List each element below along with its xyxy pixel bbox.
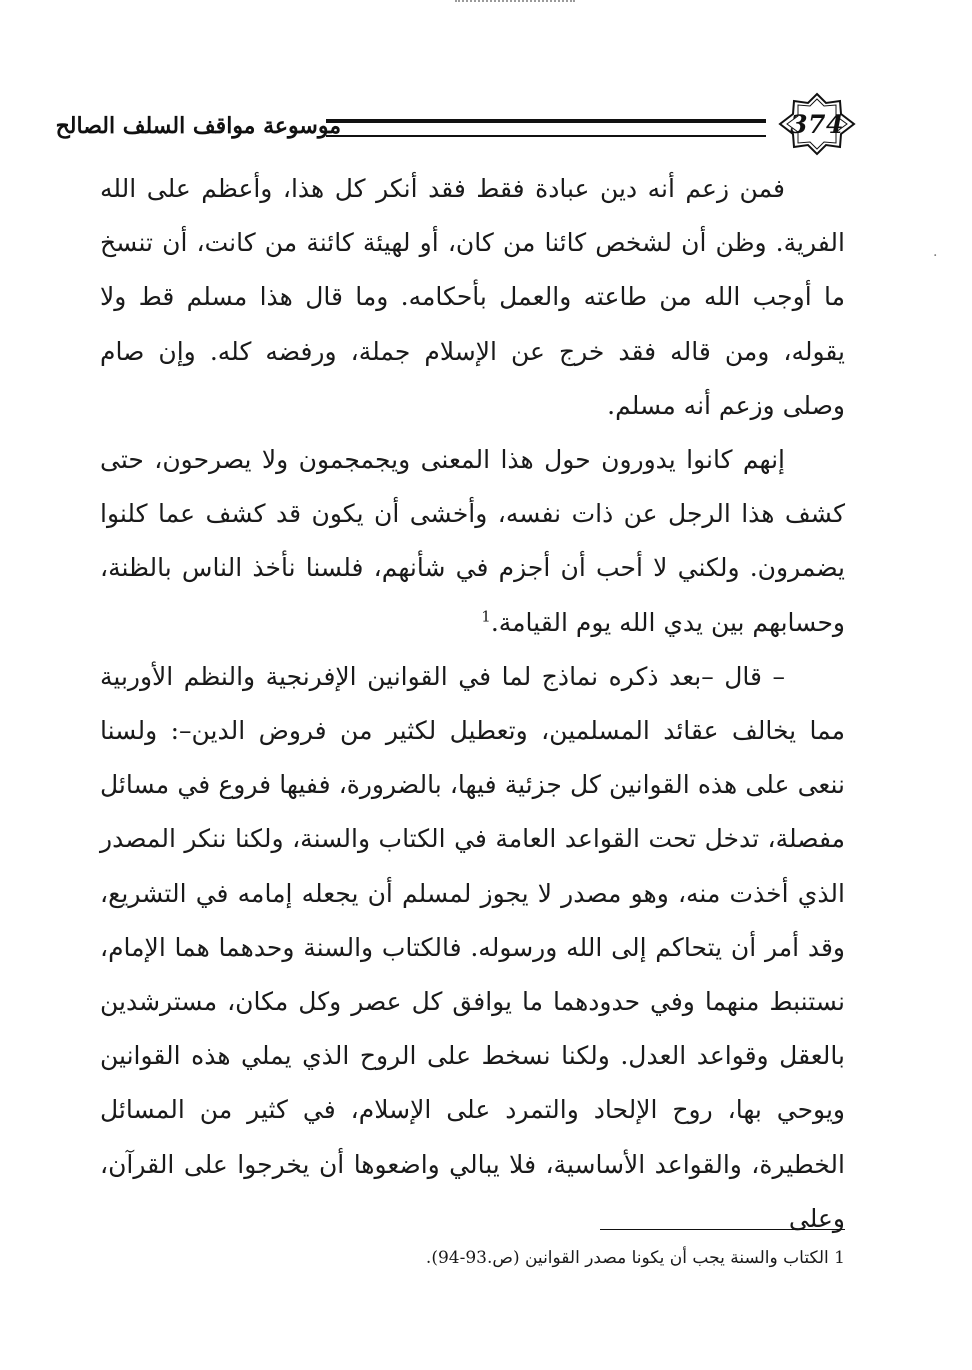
- page-number-badge: [778, 92, 856, 156]
- paragraph-1: فمن زعم أنه دين عبادة فقط فقد أنكر كل هذا، وأعظم على الله الفرية. وظن أن لشخص كائنا من كان، أو لهيئة كائنة من كانت، أن تنسخ ما أوجب الله من طاعته والعمل بأحكامه. وما قال هذا مسلم قط ولا يقوله، ومن قاله فقد خرج عن الإسلام جملة، ورفضه كله. وإن صام وصلى وزعم أنه مسلم.: [100, 174, 845, 420]
- paragraph-2-text: إنهم كانوا يدورون حول هذا المعنى ويجمجمون ولا يصرحون، حتى كشف هذا الرجل عن ذات نفسه، وأخشى أن يكون قد كشف عما كلنوا يضمرون. ولكني لا أحب أن أجزم في شأنهم، فلسنا نأخذ الناس بالظنة، وحسابهم بين يدي الله يوم القيامة.: [100, 445, 845, 637]
- series-title: موسوعة مواقف السلف الصالح: [55, 113, 341, 139]
- footnote-reference[interactable]: 1: [481, 607, 491, 626]
- main-text: [100, 162, 845, 1246]
- header-rule: [326, 119, 766, 137]
- footnote-divider: [600, 1229, 845, 1230]
- scan-speck: ·: [933, 248, 938, 264]
- scan-artifact: [455, 0, 575, 8]
- paragraph-2: [100, 433, 845, 650]
- footnote-text: الكتاب والسنة يجب أن يكونا مصدر القوانين (ص.93-94).: [425, 1248, 829, 1268]
- page-number: 374: [790, 109, 844, 139]
- footnote: [100, 1244, 845, 1272]
- paragraph-3: – قال –بعد ذكره نماذج لما في القوانين الإفرنجية والنظم الأوربية مما يخالف عقائد المسلمين، وتعطيل لكثير من فروض الدين–: ولسنا ننعى على هذه القوانين كل جزئية فيها، بالضرورة، ففيها فروع في مسائل مفصلة، تدخل تحت القواعد العامة في الكتاب والسنة، ولكنا ننكر المصدر الذي أخذت منه، وهو مصدر لا يجوز لمسلم أن يجعله إمامه في التشريع، وقد أمر أن يتحاكم إلى الله ورسوله. فالكتاب والسنة وحدهما هما الإمام، نستنبط منهما وفي حدودهما ما يوافق كل عصر وكل مكان، مسترشدين بالعقل وقواعد العدل. ولكنا نسخط على الروح الذي يملي هذه القوانين ويوحي بها، روح الإلحاد والتمرد على الإسلام، في كثير من المسائل الخطيرة، والقواعد الأساسية، فلا يبالي واضعوها أن يخرجوا على القرآن، وعلى: [100, 661, 845, 1233]
- footnote-number: 1: [834, 1248, 845, 1268]
- page-header: [55, 92, 856, 164]
